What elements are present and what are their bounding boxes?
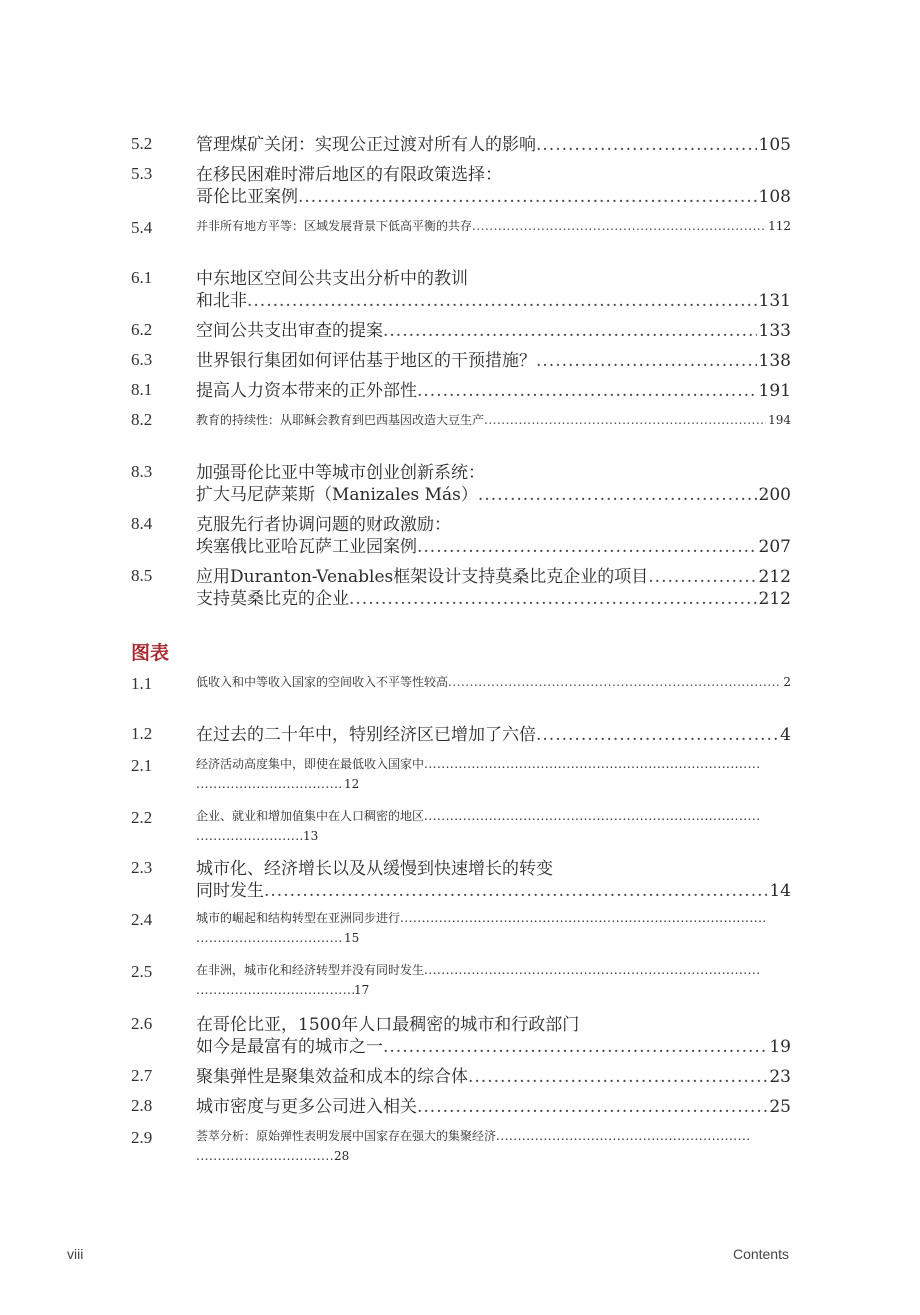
page-number: 4 xyxy=(780,725,791,745)
page-number: 108 xyxy=(758,187,791,207)
dot-leader xyxy=(472,216,766,236)
entry-number: 2.6 xyxy=(131,1014,153,1033)
entry-title: 教育的持续性：从耶稣会教育到巴西基因改造大豆生产 xyxy=(196,413,485,427)
dot-leader xyxy=(536,134,757,156)
page-number: 17 xyxy=(354,983,370,997)
dot-leader xyxy=(484,410,766,430)
footer-page-label: viii xyxy=(67,1246,84,1262)
page-number: 194 xyxy=(768,413,791,427)
page-number: 138 xyxy=(758,351,791,371)
dot-leader xyxy=(383,320,757,342)
entry-number: 8.5 xyxy=(131,566,153,585)
dot-leader xyxy=(196,826,303,846)
entry-number: 5.2 xyxy=(131,134,153,153)
dot-leader xyxy=(478,484,757,506)
entry-title: 应用Duranton-Venables框架设计支持莫桑比克企业的项目 xyxy=(196,567,649,587)
dot-leader xyxy=(196,980,354,1000)
page-number: 28 xyxy=(334,1149,350,1163)
dot-leader xyxy=(298,186,757,208)
dot-leader xyxy=(383,1036,767,1058)
entry-title: 加强哥伦比亚中等城市创业创新系统： xyxy=(196,463,485,483)
page-number: 212 xyxy=(758,589,791,609)
page-number: 207 xyxy=(758,537,791,557)
entry-title: 管理煤矿关闭：实现公正过渡对所有人的影响 xyxy=(196,135,536,155)
dot-leader xyxy=(424,754,759,774)
entry-title-cont: 如今是最富有的城市之一 xyxy=(196,1037,383,1057)
entry-title: 在哥伦比亚，1500年人口最稠密的城市和行政部门 xyxy=(196,1015,580,1035)
dot-leader xyxy=(468,1066,767,1088)
dot-leader xyxy=(417,536,757,558)
entry-title: 城市的崛起和结构转型在亚洲同步进行 xyxy=(196,911,401,925)
dot-leader xyxy=(349,588,757,610)
dot-leader xyxy=(196,1146,334,1166)
entry-number: 2.9 xyxy=(131,1128,153,1147)
dot-leader xyxy=(536,724,778,746)
entry-title: 中东地区空间公共支出分析中的教训 xyxy=(196,269,468,289)
dot-leader xyxy=(424,806,759,826)
page-number: 15 xyxy=(344,931,360,945)
entry-title-cont: 和北非 xyxy=(196,291,247,311)
entry-number: 1.1 xyxy=(131,674,153,693)
entry-number: 6.1 xyxy=(131,268,153,287)
entry-title: 克服先行者协调问题的财政激励： xyxy=(196,515,451,535)
entry-number: 2.1 xyxy=(131,756,153,775)
entry-title: 荟萃分析：原始弹性表明发展中国家存在强大的集聚经济 xyxy=(196,1129,497,1143)
page-number: 2 xyxy=(783,675,791,689)
entry-title: 企业、就业和增加值集中在人口稠密的地区 xyxy=(196,809,425,823)
page-number: 13 xyxy=(303,829,319,843)
page-number: 19 xyxy=(769,1037,791,1057)
dot-leader xyxy=(417,1096,767,1118)
entry-number: 1.2 xyxy=(131,724,153,743)
entry-title-cont: 哥伦比亚案例 xyxy=(196,187,298,207)
dot-leader xyxy=(424,960,759,980)
page-number: 14 xyxy=(769,881,791,901)
page-number: 12 xyxy=(344,777,360,791)
dot-leader xyxy=(196,928,344,948)
entry-number: 2.8 xyxy=(131,1096,153,1115)
page-number: 23 xyxy=(769,1067,791,1087)
dot-leader xyxy=(536,350,757,372)
entry-title: 城市密度与更多公司进入相关 xyxy=(196,1097,417,1117)
dot-leader xyxy=(264,880,767,902)
entry-title: 世界银行集团如何评估基于地区的干预措施？ xyxy=(196,351,536,371)
dot-leader xyxy=(448,672,781,692)
dot-leader xyxy=(196,774,344,794)
entry-title: 空间公共支出审查的提案 xyxy=(196,321,383,341)
entry-number: 2.5 xyxy=(131,962,153,981)
entry-number: 5.3 xyxy=(131,164,153,183)
entry-number: 5.4 xyxy=(131,218,153,237)
entry-title: 在移民困难时滞后地区的有限政策选择： xyxy=(196,165,502,185)
entry-number: 8.3 xyxy=(131,462,153,481)
entry-title: 提高人力资本带来的正外部性 xyxy=(196,381,417,401)
page-number: 133 xyxy=(758,321,791,341)
entry-title: 聚集弹性是聚集效益和成本的综合体 xyxy=(196,1067,468,1087)
entry-title-cont: 埃塞俄比亚哈瓦萨工业园案例 xyxy=(196,537,417,557)
entry-title: 经济活动高度集中，即使在最低收入国家中 xyxy=(196,757,425,771)
entry-title: 低收入和中等收入国家的空间收入不平等性较高 xyxy=(196,675,449,689)
dot-leader xyxy=(496,1126,751,1146)
entry-number: 8.1 xyxy=(131,380,153,399)
entry-title: 在非洲，城市化和经济转型并没有同时发生 xyxy=(196,963,425,977)
section-heading: 图表 xyxy=(131,642,170,664)
dot-leader xyxy=(400,908,765,928)
entry-title: 城市化、经济增长以及从缓慢到快速增长的转变 xyxy=(196,859,553,879)
entry-number: 6.2 xyxy=(131,320,153,339)
dot-leader xyxy=(648,566,756,588)
entry-number: 6.3 xyxy=(131,350,153,369)
entry-number: 2.4 xyxy=(131,910,153,929)
dot-leader xyxy=(417,380,757,402)
page-number: 105 xyxy=(758,135,791,155)
dot-leader xyxy=(247,290,757,312)
page-number: 200 xyxy=(758,485,791,505)
page-number: 212 xyxy=(758,567,791,587)
entry-number: 2.2 xyxy=(131,808,153,827)
entry-title-cont: 支持莫桑比克的企业 xyxy=(196,589,349,609)
entry-number: 8.4 xyxy=(131,514,153,533)
page-number: 131 xyxy=(758,291,791,311)
entry-number: 8.2 xyxy=(131,410,153,429)
entry-number: 2.3 xyxy=(131,858,153,877)
page-number: 25 xyxy=(769,1097,791,1117)
page-number: 191 xyxy=(758,381,791,401)
entry-title-cont: 扩大马尼萨莱斯（Manizales Más） xyxy=(196,485,478,505)
entry-title: 在过去的二十年中，特别经济区已增加了六倍 xyxy=(196,725,536,745)
entry-number: 2.7 xyxy=(131,1066,153,1085)
entry-title: 并非所有地方平等：区域发展背景下低高平衡的共存 xyxy=(196,219,473,233)
footer-section-label: Contents xyxy=(732,1246,789,1262)
entry-title-cont: 同时发生 xyxy=(196,881,264,901)
page-number: 112 xyxy=(768,219,791,233)
